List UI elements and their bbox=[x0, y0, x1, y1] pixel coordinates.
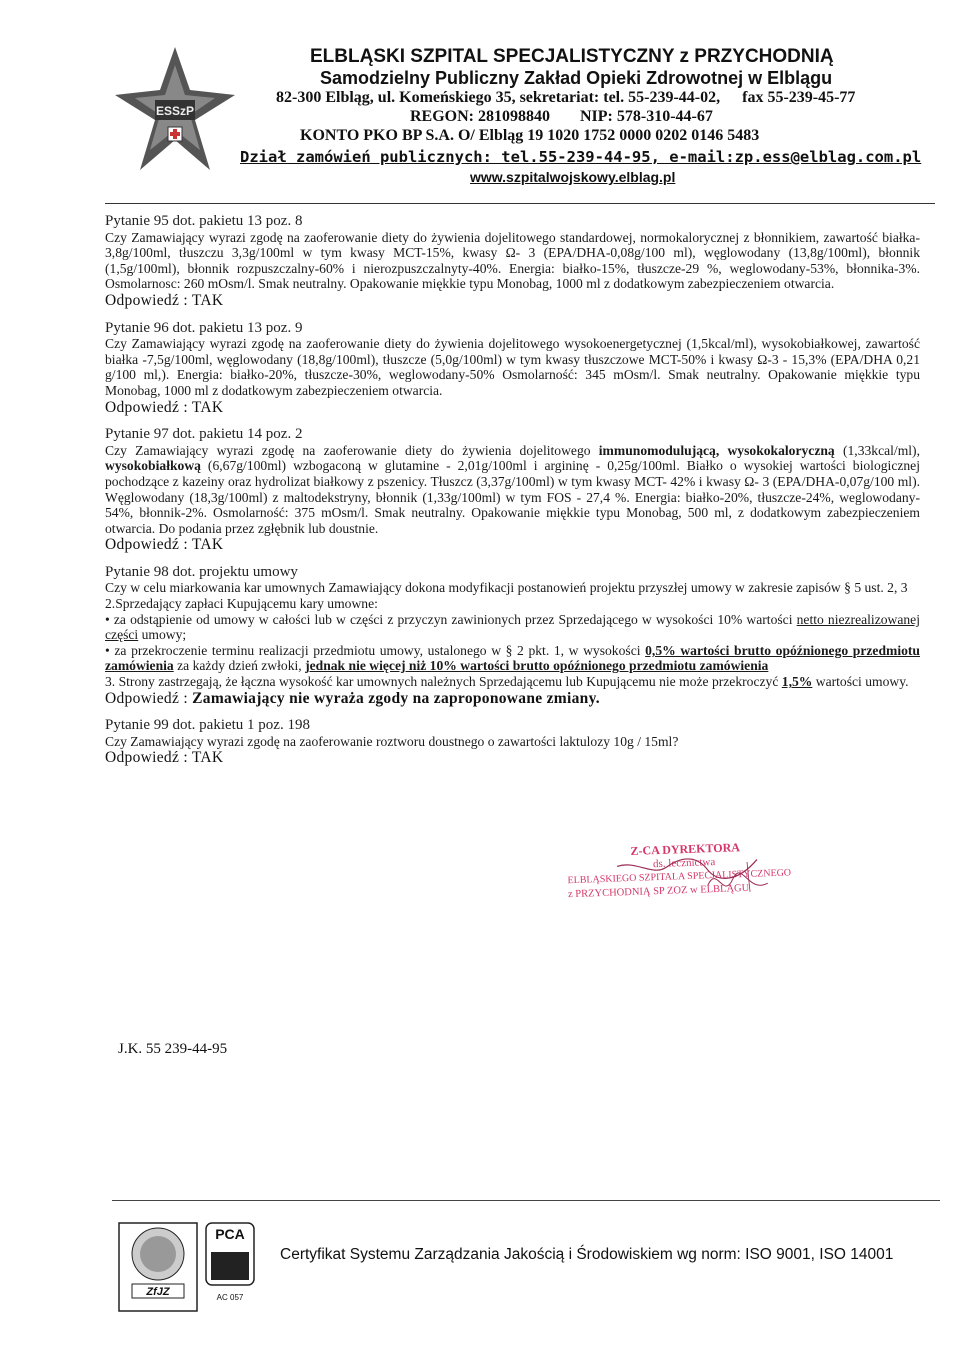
question-97-answer bbox=[105, 537, 920, 553]
question-98-title: Pytanie 98 dot. projektu umowy bbox=[105, 563, 298, 580]
address-text: 82-300 Elbląg, ul. Komeńskiego 35, sekretariat: tel. 55-239-44-02, bbox=[276, 89, 721, 106]
question-96-text: Czy Zamawiający wyrazi zgodę na zaoferowanie diety do żywienia dojelitowego wysokoenergetycznej (1,5kcal/ml), wysokobiałkowej, zawartość białka -7,5g/100ml, węglowodany (18,8g/100ml), tłuszcze (5,0g/100ml) w tym kwasy tłuszczowe MCT-50% i kwasy Ω-3 - 15,3% (EPA/DHA 0,21 g/100 ml,). Energia: białko-20%, tłuszcze-30%, weglowodany-50% Osmolarność: 345 mOsm/l. Smak neutralny. Opakowanie miękkie typu Monobag, 1000 ml z dodatkowym zabezpieczeniem otwarcia. bbox=[105, 336, 920, 398]
answer-label: Odpowiedź : bbox=[105, 536, 188, 554]
q97-bold-b: wysokobiałkową bbox=[105, 458, 201, 474]
p3-end: wartości umowy. bbox=[812, 674, 909, 690]
director-stamp bbox=[566, 838, 809, 946]
signature bbox=[607, 852, 808, 899]
website-link[interactable]: www.szpitalwojskowy.elblag.pl bbox=[470, 169, 676, 185]
question-99-text: Czy Zamawiający wyrazi zgodę na zaoferowanie roztworu doustnego o zawartości laktulozy 10g / 15ml? bbox=[105, 733, 679, 749]
zfjz-certificate-badge bbox=[118, 1222, 198, 1312]
answer-value: TAK bbox=[191, 291, 224, 309]
letterhead bbox=[240, 46, 940, 186]
answer-label: Odpowiedź : bbox=[105, 749, 188, 767]
nip: NIP: 578-310-44-67 bbox=[580, 108, 713, 125]
b2-bold-underlined-2: jednak nie więcej niż 10% wartości brutto opóźnionego przedmiotu zamówienia bbox=[305, 658, 769, 674]
answer-value: TAK bbox=[191, 536, 224, 554]
regon: REGON: 281098840 bbox=[410, 108, 550, 125]
question-99-title: Pytanie 99 dot. pakietu 1 poz. 198 bbox=[105, 717, 310, 734]
question-99-answer bbox=[105, 750, 920, 766]
b1-text: • za odstąpienie od umowy w całości lub w części z przyczyn zawinionych przez Sprzedającego w wysokości 10% wartości bbox=[105, 611, 797, 627]
b2-mid: za każdy dzień zwłoki, bbox=[173, 658, 306, 674]
answer-value: TAK bbox=[191, 398, 224, 416]
hospital-subtitle: Samodzielny Publiczny Zakład Opieki Zdrowotnej w Elblągu bbox=[320, 68, 833, 88]
answer-value: TAK bbox=[191, 749, 224, 767]
question-98-answer bbox=[105, 691, 920, 707]
document-body bbox=[105, 208, 920, 778]
b2-bold-underlined-1: 0,5% wartości brutto opóźnionego przedmiotu zamówienia bbox=[105, 642, 920, 674]
header-divider bbox=[105, 203, 935, 204]
question-98-p3 bbox=[105, 674, 920, 690]
p3-bold-underlined: 1,5% bbox=[781, 674, 813, 690]
initials-phone: J.K. 55 239-44-95 bbox=[118, 1041, 228, 1057]
hospital-cross-logo bbox=[110, 45, 240, 175]
pca-certificate-badge bbox=[205, 1222, 255, 1312]
procurement-dept-contact[interactable]: Dział zamówień publicznych: tel.55-239-44-95, e-mail:zp.ess@elblag.com.pl bbox=[240, 148, 922, 166]
q97-text-a: Czy Zamawiający wyrazi zgodę na zaoferowanie diety do żywienia dojelitowego bbox=[105, 442, 599, 458]
badge-zfjz-label: ZfJZ bbox=[146, 1286, 170, 1298]
question-96-title: Pytanie 96 dot. pakietu 13 poz. 9 bbox=[105, 319, 303, 336]
hospital-name: ELBLĄSKI SZPITAL SPECJALISTYCZNY z PRZYCHODNIĄ bbox=[310, 46, 834, 67]
question-96-answer bbox=[105, 400, 920, 416]
footer-divider bbox=[112, 1200, 940, 1201]
question-97-title: Pytanie 97 dot. pakietu 14 poz. 2 bbox=[105, 426, 303, 443]
badge-pca-label: PCA bbox=[215, 1226, 245, 1242]
b1-underlined: netto niezrealizowanej części bbox=[105, 611, 920, 643]
answer-value: Zamawiający nie wyraża zgody na zaproponowane zmiany. bbox=[192, 689, 600, 707]
stamp-line-3: ELBLĄSKIEGO SZPITALA SPECJALISTYCZNEGO bbox=[567, 867, 792, 887]
address-line bbox=[276, 88, 940, 107]
logo-text: ESSzP bbox=[155, 104, 195, 118]
question-98-bullet2 bbox=[105, 643, 920, 674]
question-95-title: Pytanie 95 dot. pakietu 13 poz. 8 bbox=[105, 213, 303, 229]
q97-text-c: (6,67g/100ml) wzbogaconą w glutamine - 2,01g/100ml i argininę - 0,25g/100ml. Białko o wysokiej wartości biologicznej pochodzące z kazeiny oraz hydrolizat białkowy z pszenicy. Tłuszcz (3,37g/100ml) w tym kwasy MCT- 42% i kwasy Ω- 3 (EPA/DHA-0,07g/100 ml). Węglowodany (18,3g/100ml) z maltodekstryny, błonnik (1,33g/100ml) w tym FOS - 27,4 %. Energia: białko-20%, tłuszcze-24%, weglowodany-54%, błonnik-2%. Osmolarność: 375 mOsm/l. Smak neutralny. Opakowanie miękkie typu Monobag, 500 ml, z dodatkowym zabezpieczeniem otwarcia. Do podania przez zgłębnik lub doustnie. bbox=[105, 458, 920, 536]
q97-text-b: (1,33kcal/ml), bbox=[834, 442, 920, 458]
answer-label: Odpowiedź : bbox=[105, 291, 188, 309]
answer-label: Odpowiedź : bbox=[105, 689, 188, 707]
q97-bold-a: immunomodulującą, wysokokaloryczną bbox=[598, 442, 835, 458]
stamp-line-4: z PRZYCHODNIĄ SP ZOZ w ELBLĄGU bbox=[567, 882, 750, 901]
b2-text: • za przekroczenie terminu realizacji przedmiotu umowy, ustalonego w § 2 pkt. 1, w wysokości bbox=[105, 642, 646, 658]
certificate-statement: Certyfikat Systemu Zarządzania Jakością i Środowiskiem wg norm: ISO 9001, ISO 14001 bbox=[280, 1246, 894, 1263]
badge-pca-code: AC 057 bbox=[216, 1293, 244, 1302]
fax-number: fax 55-239-45-77 bbox=[742, 89, 856, 106]
stamp-line-2: ds. lecznictwa bbox=[652, 856, 716, 871]
question-95-answer bbox=[105, 293, 920, 309]
question-97-text bbox=[105, 443, 920, 537]
question-98-p1: Czy w celu miarkowania kar umownych Zamawiający dokona modyfikacji postanowień projektu przyszłej umowy w zakresie zapisów § 5 ust. 2, 3 bbox=[105, 580, 908, 596]
stamp-line-1: Z-CA DYREKTORA bbox=[630, 840, 741, 858]
p3-text: 3. Strony zastrzegają, że łączna wysokość kar umownych należnych Sprzedającemu lub Kupującemu nie może przekroczyć bbox=[105, 674, 782, 690]
regon-line bbox=[410, 107, 940, 126]
answer-label: Odpowiedź : bbox=[105, 398, 188, 416]
question-98-p2: 2.Sprzedający zapłaci Kupującemu kary umowne: bbox=[105, 596, 378, 612]
bank-account: KONTO PKO BP S.A. O/ Elbląg 19 1020 1752 0000 0202 0146 5483 bbox=[300, 127, 760, 144]
question-95-text: Czy Zamawiający wyrazi zgodę na zaoferowanie diety do żywienia dojelitowego standardowej, normokalorycznej z błonnikiem, zawartość białka-3,8g/100ml, tłuszczu 3,3g/100ml w tym kwasy MCT-15%, kwasy Ω- 3 (EPA/DHA-0,08g/100 ml), węglowodany (13,8g/100ml), błonnik (1,5g/100ml), błonnik rozpuszczalny-60% i nierozpuszczalnyty-40%. Energia: białko-15%, tłuszcze-29 %, weglowodany-53%, błonnika-3%. Osmolarnosc: 260 mOsm/l. Smak neutralny. Opakowanie miękkie typu Monobag, 1000 ml z dodatkowym zabezpieczeniem otwarcia. bbox=[105, 229, 920, 292]
b1-end: umowy; bbox=[138, 627, 187, 643]
question-98-bullet1 bbox=[105, 612, 920, 643]
